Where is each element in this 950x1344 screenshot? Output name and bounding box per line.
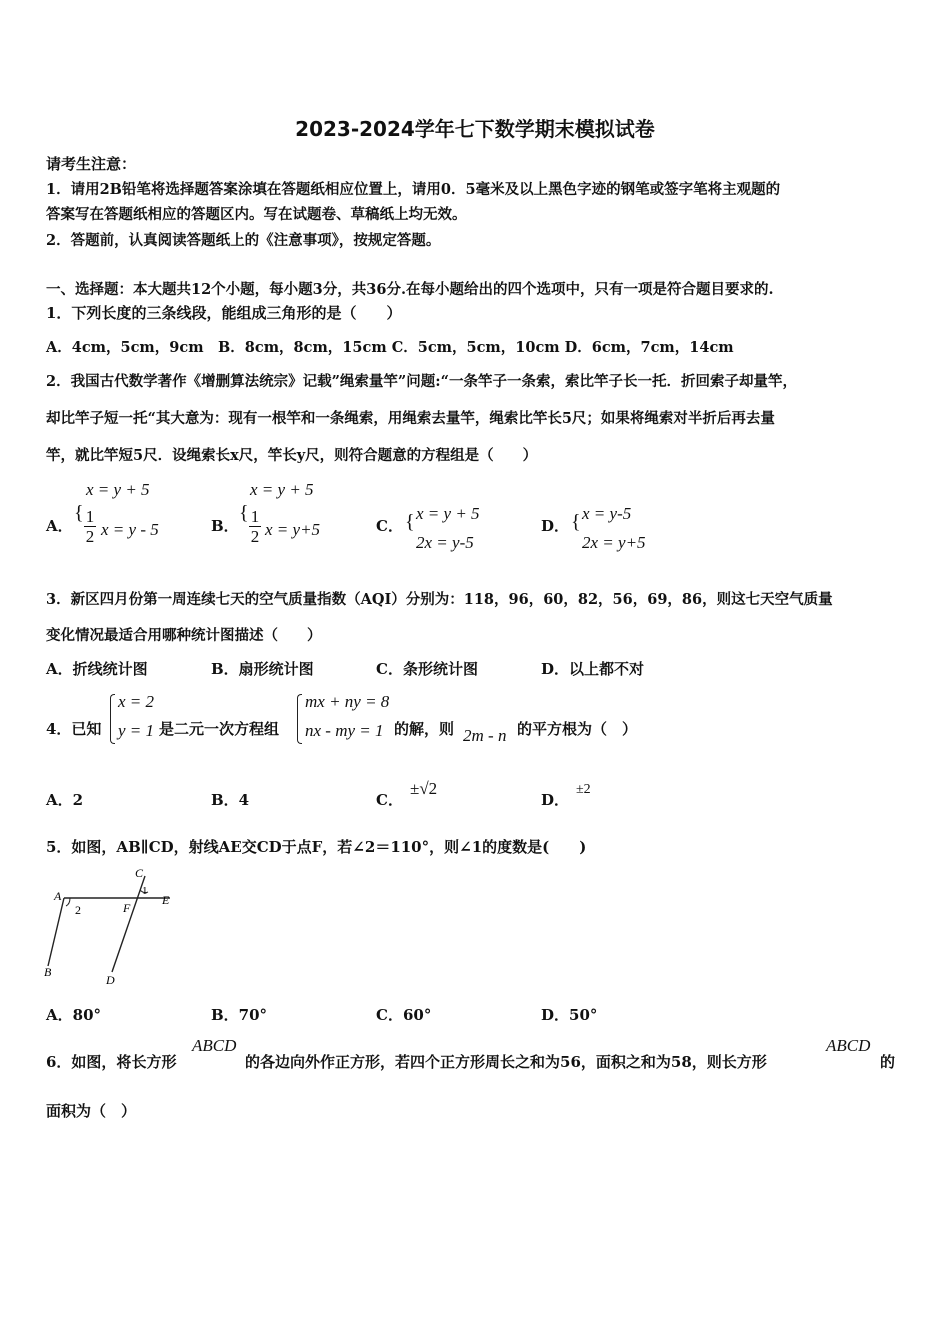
question-6-end: 的 <box>880 1053 896 1071</box>
q4-option-b: B．4 <box>211 791 250 809</box>
q6-abcd-1: ABCD <box>192 1036 237 1055</box>
label-one: 1 <box>142 885 148 897</box>
question-6-prefix: 6．如图，将长方形 <box>46 1053 177 1071</box>
q4-option-d-value: ±2 <box>576 782 591 797</box>
notice-line-2: 2．答题前，认真阅读答题纸上的《注意事项》，按规定答题。 <box>46 232 441 249</box>
section-heading: 一、选择题：本大题共12个小题，每小题3分，共36分.在每小题给出的四个选项中，只有一项是符合题目要求的. <box>46 281 774 298</box>
question-4-mid: 是二元一次方程组 <box>159 720 280 738</box>
q4-system1-eq2: y = 1 <box>118 721 155 740</box>
q2-option-d-label: D． <box>541 517 570 535</box>
question-6-line-2: 面积为（ ） <box>46 1102 137 1120</box>
q4-option-d-label: D． <box>541 791 570 809</box>
q2-option-c-brace: { <box>405 511 415 533</box>
label-two: 2 <box>75 903 81 917</box>
question-2-line-3: 竿，就比竿短5尺．设绳索长x尺，竿长y尺，则符合题意的方程组是（ ） <box>46 447 538 464</box>
q2-option-c-label: C． <box>376 517 403 535</box>
q2-option-a-label: A． <box>46 517 73 535</box>
q4-system1-bracket <box>110 694 115 744</box>
q2-option-a-fraction <box>84 508 96 545</box>
q2-option-d-brace: { <box>571 511 581 533</box>
q2-option-c-eq1: x = y + 5 <box>416 504 480 523</box>
q2-option-b-fraction <box>249 508 261 545</box>
notice-heading: 请考生注意： <box>46 155 137 173</box>
q2-option-d-eq2: 2x = y+5 <box>582 533 646 552</box>
q5-option-d: D．50° <box>541 1006 598 1024</box>
q4-system2-eq2: nx - my = 1 <box>305 721 384 740</box>
label-a: A <box>54 889 62 903</box>
fraction-numerator: 1 <box>250 507 260 526</box>
question-4-suffix: 的平方根为（ ） <box>517 720 638 738</box>
q5-figure <box>40 862 190 990</box>
question-2-line-1: 2．我国古代数学著作《增删算法统宗》记载”绳索量竿”问题:“一条竿子一条索，索比竿子长一托．折回索子却量竿， <box>46 373 797 390</box>
parallel-lines-diagram <box>40 862 190 990</box>
q2-option-d-eq1: x = y-5 <box>582 504 632 523</box>
label-e: E <box>162 893 170 907</box>
q4-system2-bracket <box>297 694 302 744</box>
q2-option-c-eq2: 2x = y-5 <box>416 533 474 552</box>
q5-option-c: C．60° <box>376 1006 432 1024</box>
q4-option-c-value: ±√2 <box>410 779 438 798</box>
q4-system2-eq1: mx + ny = 8 <box>305 692 390 711</box>
q4-option-c-label: C． <box>376 791 403 809</box>
notice-line-1b: 答案写在答题纸相应的答题区内。写在试题卷、草稿纸上均无效。 <box>46 206 467 223</box>
question-3-line-2: 变化情况最适合用哪种统计图描述（ ） <box>46 627 322 644</box>
question-1-options: A．4cm，5cm，9cm B．8cm，8cm，15cm C．5cm，5cm，10cm D．6cm，7cm，14cm <box>46 339 734 356</box>
q3-option-d: D．以上都不对 <box>541 660 645 678</box>
q4-system1-eq1: x = 2 <box>118 692 155 711</box>
fraction-numerator: 1 <box>85 507 95 526</box>
q2-option-a-eq1: x = y + 5 <box>86 480 150 499</box>
q6-abcd-2: ABCD <box>826 1036 871 1055</box>
q3-option-b: B．扇形统计图 <box>211 660 314 678</box>
question-4-prefix: 4．已知 <box>46 720 102 738</box>
notice-line-1: 1．请用2B铅笔将选择题答案涂填在答题纸相应位置上，请用0．5毫米及以上黑色字迹的钢笔或签字笔将主观题的 <box>46 181 781 198</box>
question-1-stem: 1．下列长度的三条线段，能组成三角形的是（ ） <box>46 304 402 322</box>
label-c: C <box>135 866 144 880</box>
q2-option-b-eq2: x = y+5 <box>265 520 321 539</box>
q5-option-b: B．70° <box>211 1006 268 1024</box>
label-f: F <box>123 901 131 915</box>
fraction-denominator: 2 <box>85 527 95 546</box>
q2-option-a-brace: { <box>74 502 84 524</box>
page-title: 2023-2024学年七下数学期末模拟试卷 <box>295 117 655 141</box>
question-6-mid: 的各边向外作正方形，若四个正方形周长之和为56，面积之和为58，则长方形 <box>245 1053 767 1071</box>
q4-expression: 2m - n <box>463 726 507 745</box>
q3-option-a: A．折线统计图 <box>46 660 148 678</box>
q2-option-b-brace: { <box>239 502 249 524</box>
q2-option-b-label: B． <box>211 517 239 535</box>
question-3-line-1: 3．新区四月份第一周连续七天的空气质量指数（AQI）分别为：118，96，60，82，56，69，86，则这七天空气质量 <box>46 591 833 608</box>
fraction-denominator: 2 <box>250 527 260 546</box>
q3-option-c: C．条形统计图 <box>376 660 478 678</box>
question-2-line-2: 却比竿子短一托“其大意为：现有一根竿和一条绳索，用绳索去量竿，绳索比竿长5尺；如果将绳索对半折后再去量 <box>46 410 775 427</box>
label-d: D <box>106 973 115 987</box>
label-b: B <box>44 965 52 979</box>
question-4-mid2: 的解，则 <box>394 720 455 738</box>
q2-option-b-eq1: x = y + 5 <box>250 480 314 499</box>
question-5-stem: 5．如图，AB∥CD，射线AE交CD于点F，若∠2＝110°，则∠1的度数是( ) <box>46 838 587 856</box>
q2-option-a-eq2: x = y - 5 <box>101 520 159 539</box>
q4-option-a: A．2 <box>46 791 84 809</box>
q5-option-a: A．80° <box>46 1006 102 1024</box>
